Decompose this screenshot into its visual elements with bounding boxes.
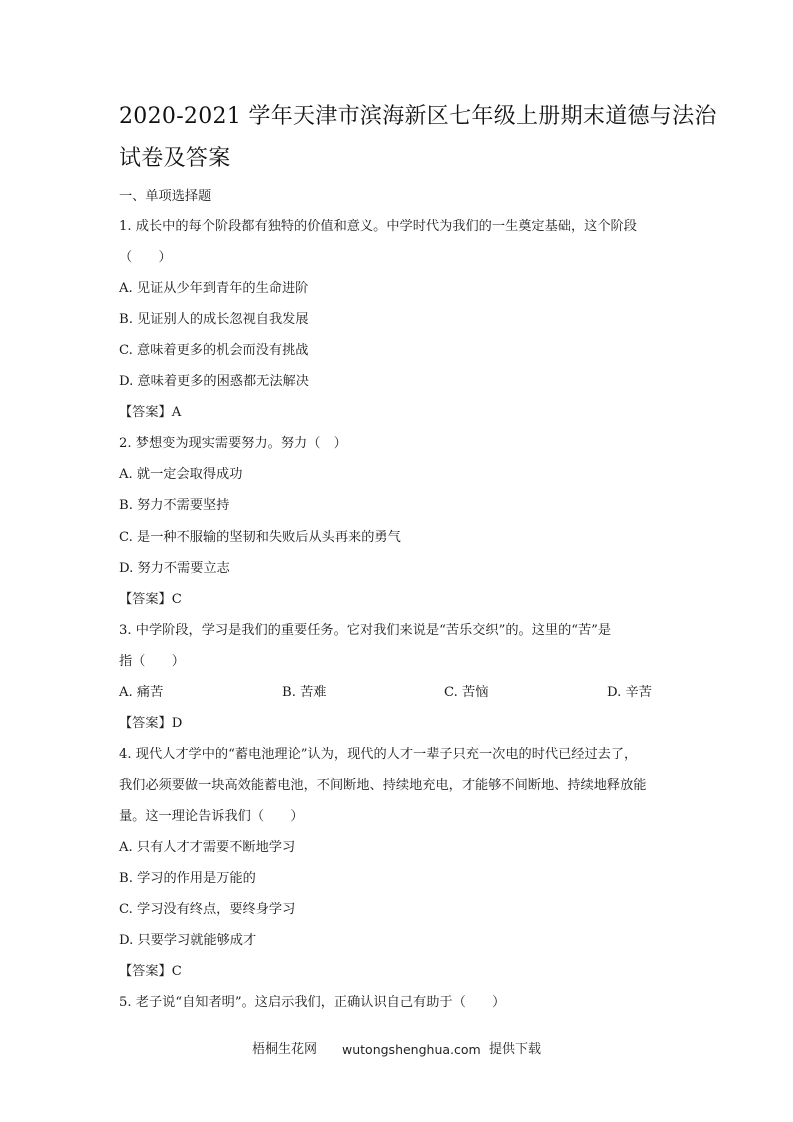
question-4-answer: 【答案】C	[119, 964, 182, 979]
footer-site-name: 梧桐生花网	[252, 1042, 318, 1057]
question-3-option-b: B. 苦难	[282, 685, 327, 700]
section-heading: 一、单项选择题	[119, 189, 212, 204]
question-3-stem-line-2: 指（ ）	[119, 654, 185, 669]
question-2-stem-line-1: 2. 梦想变为现实需要努力。努力（ ）	[119, 436, 347, 451]
question-2-option-d: D. 努力不需要立志	[119, 561, 230, 576]
question-5-stem-line-1: 5. 老子说“自知者明”。这启示我们，正确认识自己有助于（ ）	[119, 995, 506, 1010]
question-2-option-b: B. 努力不需要坚持	[119, 498, 230, 513]
question-3-option-a: A. 痛苦	[119, 685, 164, 700]
question-1-stem-line-2: （ ）	[119, 250, 172, 265]
footer-url: wutongshenghua.com	[342, 1042, 481, 1057]
question-3-stem-line-1: 3. 中学阶段，学习是我们的重要任务。它对我们来说是“苦乐交织”的。这里的“苦”是	[119, 623, 612, 638]
question-3-option-d: D. 辛苦	[607, 685, 652, 700]
question-3-option-c: C. 苦恼	[444, 685, 489, 700]
question-1-answer: 【答案】A	[119, 405, 182, 420]
question-4-stem-line-3: 量。这一理论告诉我们（ ）	[119, 809, 304, 824]
question-1-option-b: B. 见证别人的成长忽视自我发展	[119, 312, 309, 327]
question-4-stem-line-1: 4. 现代人才学中的“蓄电池理论”认为，现代的人才一辈子只充一次电的时代已经过去了，	[119, 747, 638, 762]
question-4-stem-line-2: 我们必须要做一块高效能蓄电池，不间断地、持续地充电，才能够不间断地、持续地释放能	[119, 778, 647, 793]
question-4-option-c: C. 学习没有终点，要终身学习	[119, 902, 296, 917]
question-2-option-c: C. 是一种不服输的坚韧和失败后从头再来的勇气	[119, 530, 401, 545]
question-4-option-a: A. 只有人才才需要不断地学习	[119, 840, 296, 855]
question-4-option-d: D. 只要学习就能够成才	[119, 933, 257, 948]
question-3-answer: 【答案】D	[119, 716, 183, 731]
question-2-option-a: A. 就一定会取得成功	[119, 467, 243, 482]
question-1-stem-line-1: 1. 成长中的每个阶段都有独特的价值和意义。中学时代为我们的一生奠定基础，这个阶段	[119, 219, 637, 234]
question-4-option-b: B. 学习的作用是万能的	[119, 871, 256, 886]
footer-note: 提供下载	[489, 1042, 542, 1057]
question-2-answer: 【答案】C	[119, 592, 182, 607]
document-title-line-1: 2020-2021 学年天津市滨海新区七年级上册期末道德与法治	[119, 104, 717, 129]
question-1-option-c: C. 意味着更多的机会而没有挑战	[119, 343, 309, 358]
question-1-option-d: D. 意味着更多的困惑都无法解决	[119, 374, 309, 389]
question-1-option-a: A. 见证从少年到青年的生命进阶	[119, 281, 309, 296]
document-title-line-2: 试卷及答案	[119, 146, 231, 171]
